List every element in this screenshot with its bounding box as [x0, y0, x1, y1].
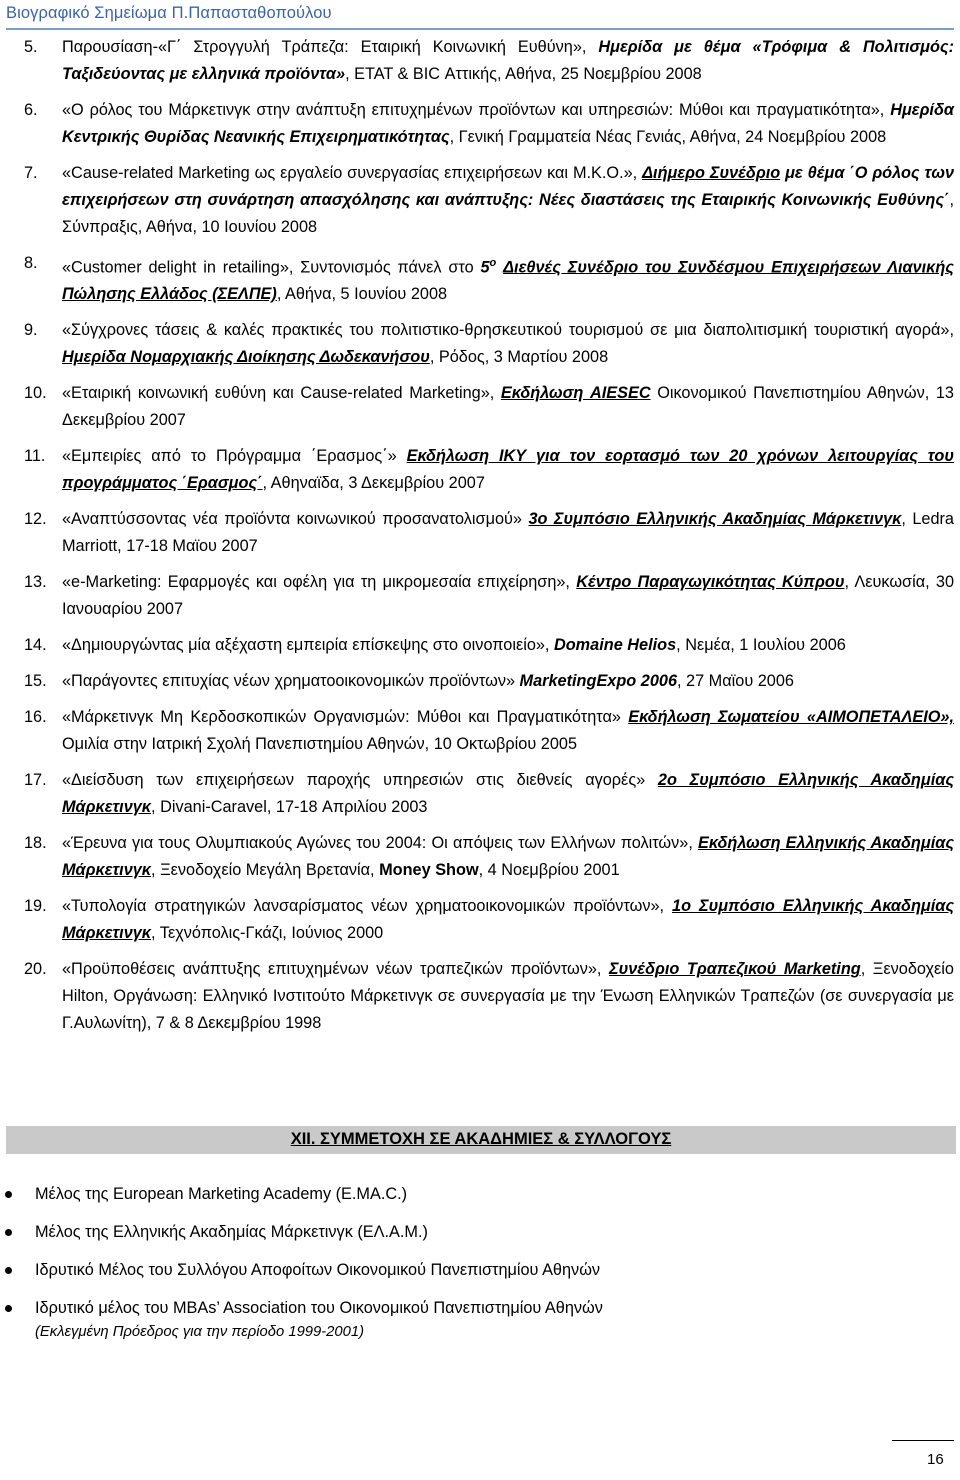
item-text: , Ledra Marriott, 17-18 Μαϊου 2007 — [62, 510, 954, 556]
item-text: Συνέδριο Τραπεζικού Marketing — [609, 960, 861, 979]
item-text: Money Show — [379, 861, 479, 880]
item-text: με θέμα ΄Ο ρόλος των επιχειρήσεων στη συνάρτηση απασχόλησης και ανάπτυξης: Νέες διαστάσεις της Εταιρικής Κοινωνικής Ευθύνης΄ — [62, 164, 954, 209]
item-number: 9. — [24, 321, 38, 340]
membership-item — [0, 1219, 960, 1246]
footer-divider — [892, 1440, 954, 1441]
item-text: «Δημιουργώντας μία αξέχαστη εμπειρία επίσκεψης στο οινοποιείο», — [62, 636, 554, 655]
item-text: , Αθηναϊδα, 3 Δεκεμβρίου 2007 — [262, 474, 485, 493]
header-title: Βιογραφικό Σημείωμα Π.Παπασταθοπούλου — [6, 4, 332, 22]
list-item — [0, 97, 954, 151]
list-item — [0, 668, 954, 695]
item-number: 10. — [24, 384, 47, 403]
item-text: Διεθνές Συνέδριο του Συνδέσμου Επιχειρήσεων Λιανικής Πώλησης Ελλάδος (ΣΕΛΠΕ) — [62, 258, 954, 304]
list-item — [0, 443, 954, 497]
item-text: ο — [489, 257, 497, 269]
item-text: Εκδήλωση ΙΚΥ για τον εορτασμό των 20 χρόνων λειτουργίας του προγράμματος ΄Ερασμος΄ — [62, 447, 954, 493]
item-text: Ομιλία στην Ιατρική Σχολή Πανεπιστημίου Αθηνών, 10 Οκτωβρίου 2005 — [62, 735, 577, 754]
item-text: , Σύνπραξις, Αθήνα, 10 Ιουνίου 2008 — [62, 191, 954, 236]
item-text: «Εταιρική κοινωνική ευθύνη και Cause-related Marketing», — [62, 384, 501, 403]
section-header — [6, 1126, 956, 1154]
item-text: Domaine Helios — [553, 636, 677, 655]
item-text: , Γενική Γραμματεία Νέας Γενιάς, Αθήνα, 24 Νοεμβρίου 2008 — [449, 128, 887, 146]
item-number: 12. — [24, 510, 47, 529]
item-text: , ΕΤΑΤ & BIC Αττικής, Αθήνα, 25 Νοεμβρίου 2008 — [345, 65, 702, 83]
item-text: MarketingExpo 2006 — [519, 672, 677, 691]
membership-item — [0, 1181, 960, 1208]
item-text: 1ο Συμπόσιο Ελληνικής Ακαδημίας Μάρκετινγκ — [62, 897, 954, 943]
item-text: «Εμπειρίες από το Πρόγραμμα ΄Ερασμος΄» — [62, 447, 407, 466]
item-number: 5. — [24, 38, 38, 56]
list-item — [0, 704, 954, 758]
membership-note: (Εκλεγμένη Πρόεδρος για την περίοδο 1999-2001) — [35, 1324, 365, 1340]
item-text: Εκδήλωση Ελληνικής Ακαδημίας Μάρκετινγκ — [62, 834, 954, 880]
item-text: Παρουσίαση-«Γ΄ Στρογγυλή Τράπεζα: Εταιρική Κοινωνική Ευθύνη», — [62, 38, 599, 56]
item-text: 3ο Συμπόσιο Ελληνικής Ακαδημίας Μάρκετινγκ — [528, 510, 902, 529]
item-text: , Αθήνα, 5 Ιουνίου 2008 — [276, 285, 448, 304]
item-text: Διήμερο Συνέδριο — [642, 164, 781, 182]
list-item — [0, 380, 954, 434]
item-text: «Διείσδυση των επιχειρήσεων παροχής υπηρεσιών στις διεθνείς αγορές» — [62, 771, 658, 790]
item-text: «Έρευνα για τους Ολυμπιακούς Αγώνες του 2004: Οι απόψεις των Ελλήνων πολιτών», — [62, 834, 699, 853]
bullet-icon — [5, 1267, 12, 1274]
list-item — [0, 830, 954, 884]
item-text: «Ο ρόλος του Μάρκετινγκ στην ανάπτυξη επιτυχημένων προϊόντων και υπηρεσιών: Μύθοι και πραγματικότητα», — [62, 101, 891, 119]
bullet-icon — [5, 1191, 12, 1198]
item-number: 17. — [24, 771, 47, 790]
item-text: Οικονομικού Πανεπιστημίου Αθηνών, 13 Δεκεμβρίου 2007 — [62, 384, 954, 430]
page-number: 16 — [927, 1451, 944, 1468]
membership-text: Μέλος της Ελληνικής Ακαδημίας Μάρκετινγκ (ΕΛ.Α.Μ.) — [35, 1223, 428, 1241]
item-number: 19. — [24, 897, 47, 916]
item-number: 18. — [24, 834, 47, 853]
memberships-list — [0, 1181, 960, 1353]
list-item — [0, 632, 954, 659]
bullet-icon — [5, 1229, 12, 1236]
membership-text: Ιδρυτικό μέλος του MBAs’ Association του Οικονομικού Πανεπιστημίου Αθηνών — [35, 1299, 603, 1317]
item-text: Εκδήλωση AIESEC — [500, 384, 651, 403]
item-text: «Τυπολογία στρατηγικών λανσαρίσματος νέων χρηματοοικονομικών προϊόντων», — [62, 897, 673, 916]
list-item — [0, 569, 954, 623]
item-number: 13. — [24, 573, 47, 592]
item-text: «Cause-related Marketing ως εργαλείο συνεργασίας επιχειρήσεων και Μ.Κ.Ο.», — [62, 164, 643, 182]
bullet-icon — [5, 1305, 12, 1312]
item-text: , Ξενοδοχείο Hilton, Οργάνωση: Ελληνικό Ινστιτούτο Μάρκετινγκ σε συνεργασία με την Ένωση Ελληνικών Τραπεζών (σε συνεργασία με Γ.Αυλωνίτη), 7 & 8 Δεκεμβρίου 1998 — [62, 960, 954, 1033]
section-title: XII. ΣΥΜΜΕΤΟΧΗ ΣΕ ΑΚΑΔΗΜΙΕΣ & ΣΥΛΛΟΓΟΥΣ — [290, 1130, 672, 1148]
list-item — [0, 956, 954, 1037]
list-item — [0, 893, 954, 947]
item-number: 11. — [24, 447, 46, 466]
page-header — [6, 0, 954, 30]
membership-text: Μέλος της European Marketing Academy (Ε.ΜΑ.C.) — [35, 1185, 408, 1203]
membership-text: Ιδρυτικό Μέλος του Συλλόγου Αποφοίτων Οικονομικού Πανεπιστημίου Αθηνών — [35, 1261, 601, 1279]
list-item — [0, 250, 954, 308]
item-text: «Σύγχρονες τάσεις & καλές πρακτικές του πολιτιστικο-θρησκευτικού τουρισμού σε μια διαπολιτισμική τουριστική αγορά», — [62, 321, 954, 340]
list-item — [0, 317, 954, 371]
item-text: «Προϋποθέσεις ανάπτυξης επιτυχημένων νέων τραπεζικών προϊόντων», — [62, 960, 610, 979]
item-number: 6. — [24, 101, 38, 119]
membership-item — [0, 1257, 960, 1284]
item-text: Εκδήλωση Σωματείου «ΑΙΜΟΠΕΤΑΛΕΙΟ», — [628, 708, 954, 727]
item-number: 7. — [24, 164, 38, 182]
item-text: «Αναπτύσσοντας νέα προϊόντα κοινωνικού προσανατολισμού» — [62, 510, 529, 529]
item-text: , Τεχνόπολις-Γκάζι, Ιούνιος 2000 — [151, 924, 384, 943]
item-text: , Λευκωσία, 30 Ιανουαρίου 2007 — [62, 573, 955, 619]
item-text: 5 — [480, 258, 490, 277]
item-number: 14. — [24, 636, 47, 655]
list-item — [0, 506, 954, 560]
item-text: «Μάρκετινγκ Μη Κερδοσκοπικών Οργανισμών: Μύθοι και Πραγματικότητα» — [62, 708, 629, 727]
item-text: 2ο Συμπόσιο Ελληνικής Ακαδημίας Μάρκετινγκ — [62, 771, 954, 817]
item-text: Ημερίδα Νομαρχιακής Διοίκησης Δωδεκανήσου — [62, 348, 430, 367]
item-text: Κέντρο Παραγωγικότητας Κύπρου — [576, 573, 845, 592]
list-item — [0, 160, 954, 241]
membership-item — [0, 1295, 960, 1342]
item-text: «Παράγοντες επιτυχίας νέων χρηματοοικονομικών προϊόντων» — [62, 672, 520, 691]
list-item — [0, 34, 954, 88]
item-text: «e-Marketing: Εφαρμογές και οφέλη για τη μικρομεσαία επιχείρηση», — [62, 573, 577, 592]
presentations-list — [0, 34, 960, 1046]
item-text: Ημερίδα Κεντρικής Θυρίδας Νεανικής Επιχειρηματικότητας — [62, 101, 954, 146]
item-number: 16. — [24, 708, 47, 727]
item-text: , 4 Νοεμβρίου 2001 — [478, 861, 620, 880]
item-text: «Customer delight in retailing», Συντονισμός πάνελ στο — [62, 258, 481, 277]
item-text: , Ξενοδοχείο Μεγάλη Βρετανία, — [151, 861, 380, 880]
item-text: , Νεμέα, 1 Ιουλίου 2006 — [676, 636, 846, 655]
item-text: , Ρόδος, 3 Μαρτίου 2008 — [429, 348, 609, 367]
list-item — [0, 767, 954, 821]
item-number: 20. — [24, 960, 47, 979]
item-text: Ημερίδα με θέμα «Τρόφιμα & Πολιτισμός: Ταξιδεύοντας με ελληνικά προϊόντα» — [62, 38, 954, 83]
item-number: 15. — [24, 672, 47, 691]
item-text: , Divani-Caravel, 17-18 Απριλίου 2003 — [151, 798, 428, 817]
item-number: 8. — [24, 254, 38, 272]
item-text: , 27 Μαϊου 2006 — [677, 672, 794, 691]
